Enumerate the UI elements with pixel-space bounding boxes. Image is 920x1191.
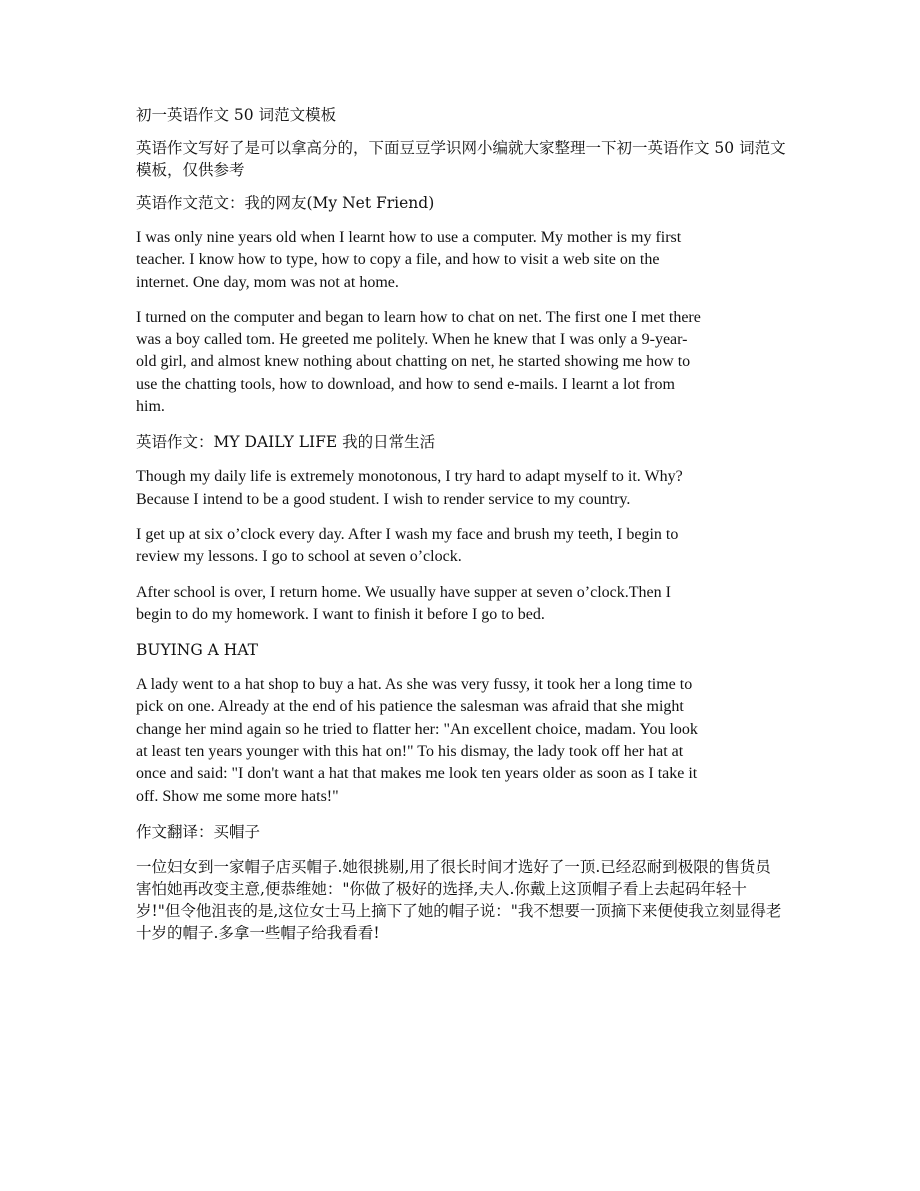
intro-paragraph: 英语作文写好了是可以拿高分的，下面豆豆学识网小编就大家整理一下初一英语作文 50 词范文模板，仅供参考: [136, 139, 786, 179]
net-friend-paragraph-1: I was only nine years old when I learnt how to use a computer. My mother is my first teacher. I know how to type, how to copy a file, and how to visit a web site on the internet. One day, mom was not at home.: [136, 229, 682, 291]
daily-life-paragraph-3: After school is over, I return home. We usually have supper at seven o’clock.Then I begin to do my homework. I want to finish it before I go to bed.: [136, 583, 671, 623]
translation-paragraph: 一位妇女到一家帽子店买帽子.她很挑剔,用了很长时间才选好了一顶.已经忍耐到极限的售货员害怕她再改变主意,便恭维她："你做了极好的选择,夫人.你戴上这顶帽子看上去起码年轻十岁!"但令他沮丧的是,这位女士马上摘下了她的帽子说："我不想要一顶摘下来便使我立刻显得老十岁的帽子.多拿一些帽子给我看看!: [136, 857, 782, 942]
daily-life-paragraph-2: I get up at six o’clock every day. After I wash my face and brush my teeth, I begin to review my lessons. I go to school at seven o’clock.: [136, 525, 679, 566]
net-friend-paragraph-2: I turned on the computer and began to learn how to chat on net. The first one I met there was a boy called tom. He greeted me politely. When he knew that I was only a 9-year-old girl, and almost knew nothing about chatting on net, he started showing me how to use the chatting tools, how to download, and how to send e-mails. I learnt a lot from him.: [136, 308, 701, 416]
document-title: 初一英语作文 50 词范文模板: [136, 106, 337, 124]
buying-hat-paragraph: A lady went to a hat shop to buy a hat. As she was very fussy, it took her a long time to pick on one. Already at the end of his patience the salesman was afraid that she might change her mind again so he tried to flatter her: "An excellent choice, madam. You look at least ten years younger with this hat on!" To his dismay, the lady took off her hat at once and said: "I don't want a hat that makes me look ten years older as soon as I take it off. Show me some more hats!": [136, 676, 698, 805]
section-heading-my-net-friend: 英语作文范文：我的网友(My Net Friend): [136, 194, 435, 212]
document-page: [136, 104, 796, 955]
daily-life-paragraph-1: Though my daily life is extremely monotonous, I try hard to adapt myself to it. Why? Because I intend to be a good student. I wish to render service to my country.: [136, 468, 683, 508]
section-heading-buying-a-hat: BUYING A HAT: [136, 641, 259, 660]
section-heading-daily-life: 英语作文：MY DAILY LIFE 我的日常生活: [136, 433, 436, 452]
section-heading-translation: 作文翻译：买帽子: [136, 822, 261, 841]
